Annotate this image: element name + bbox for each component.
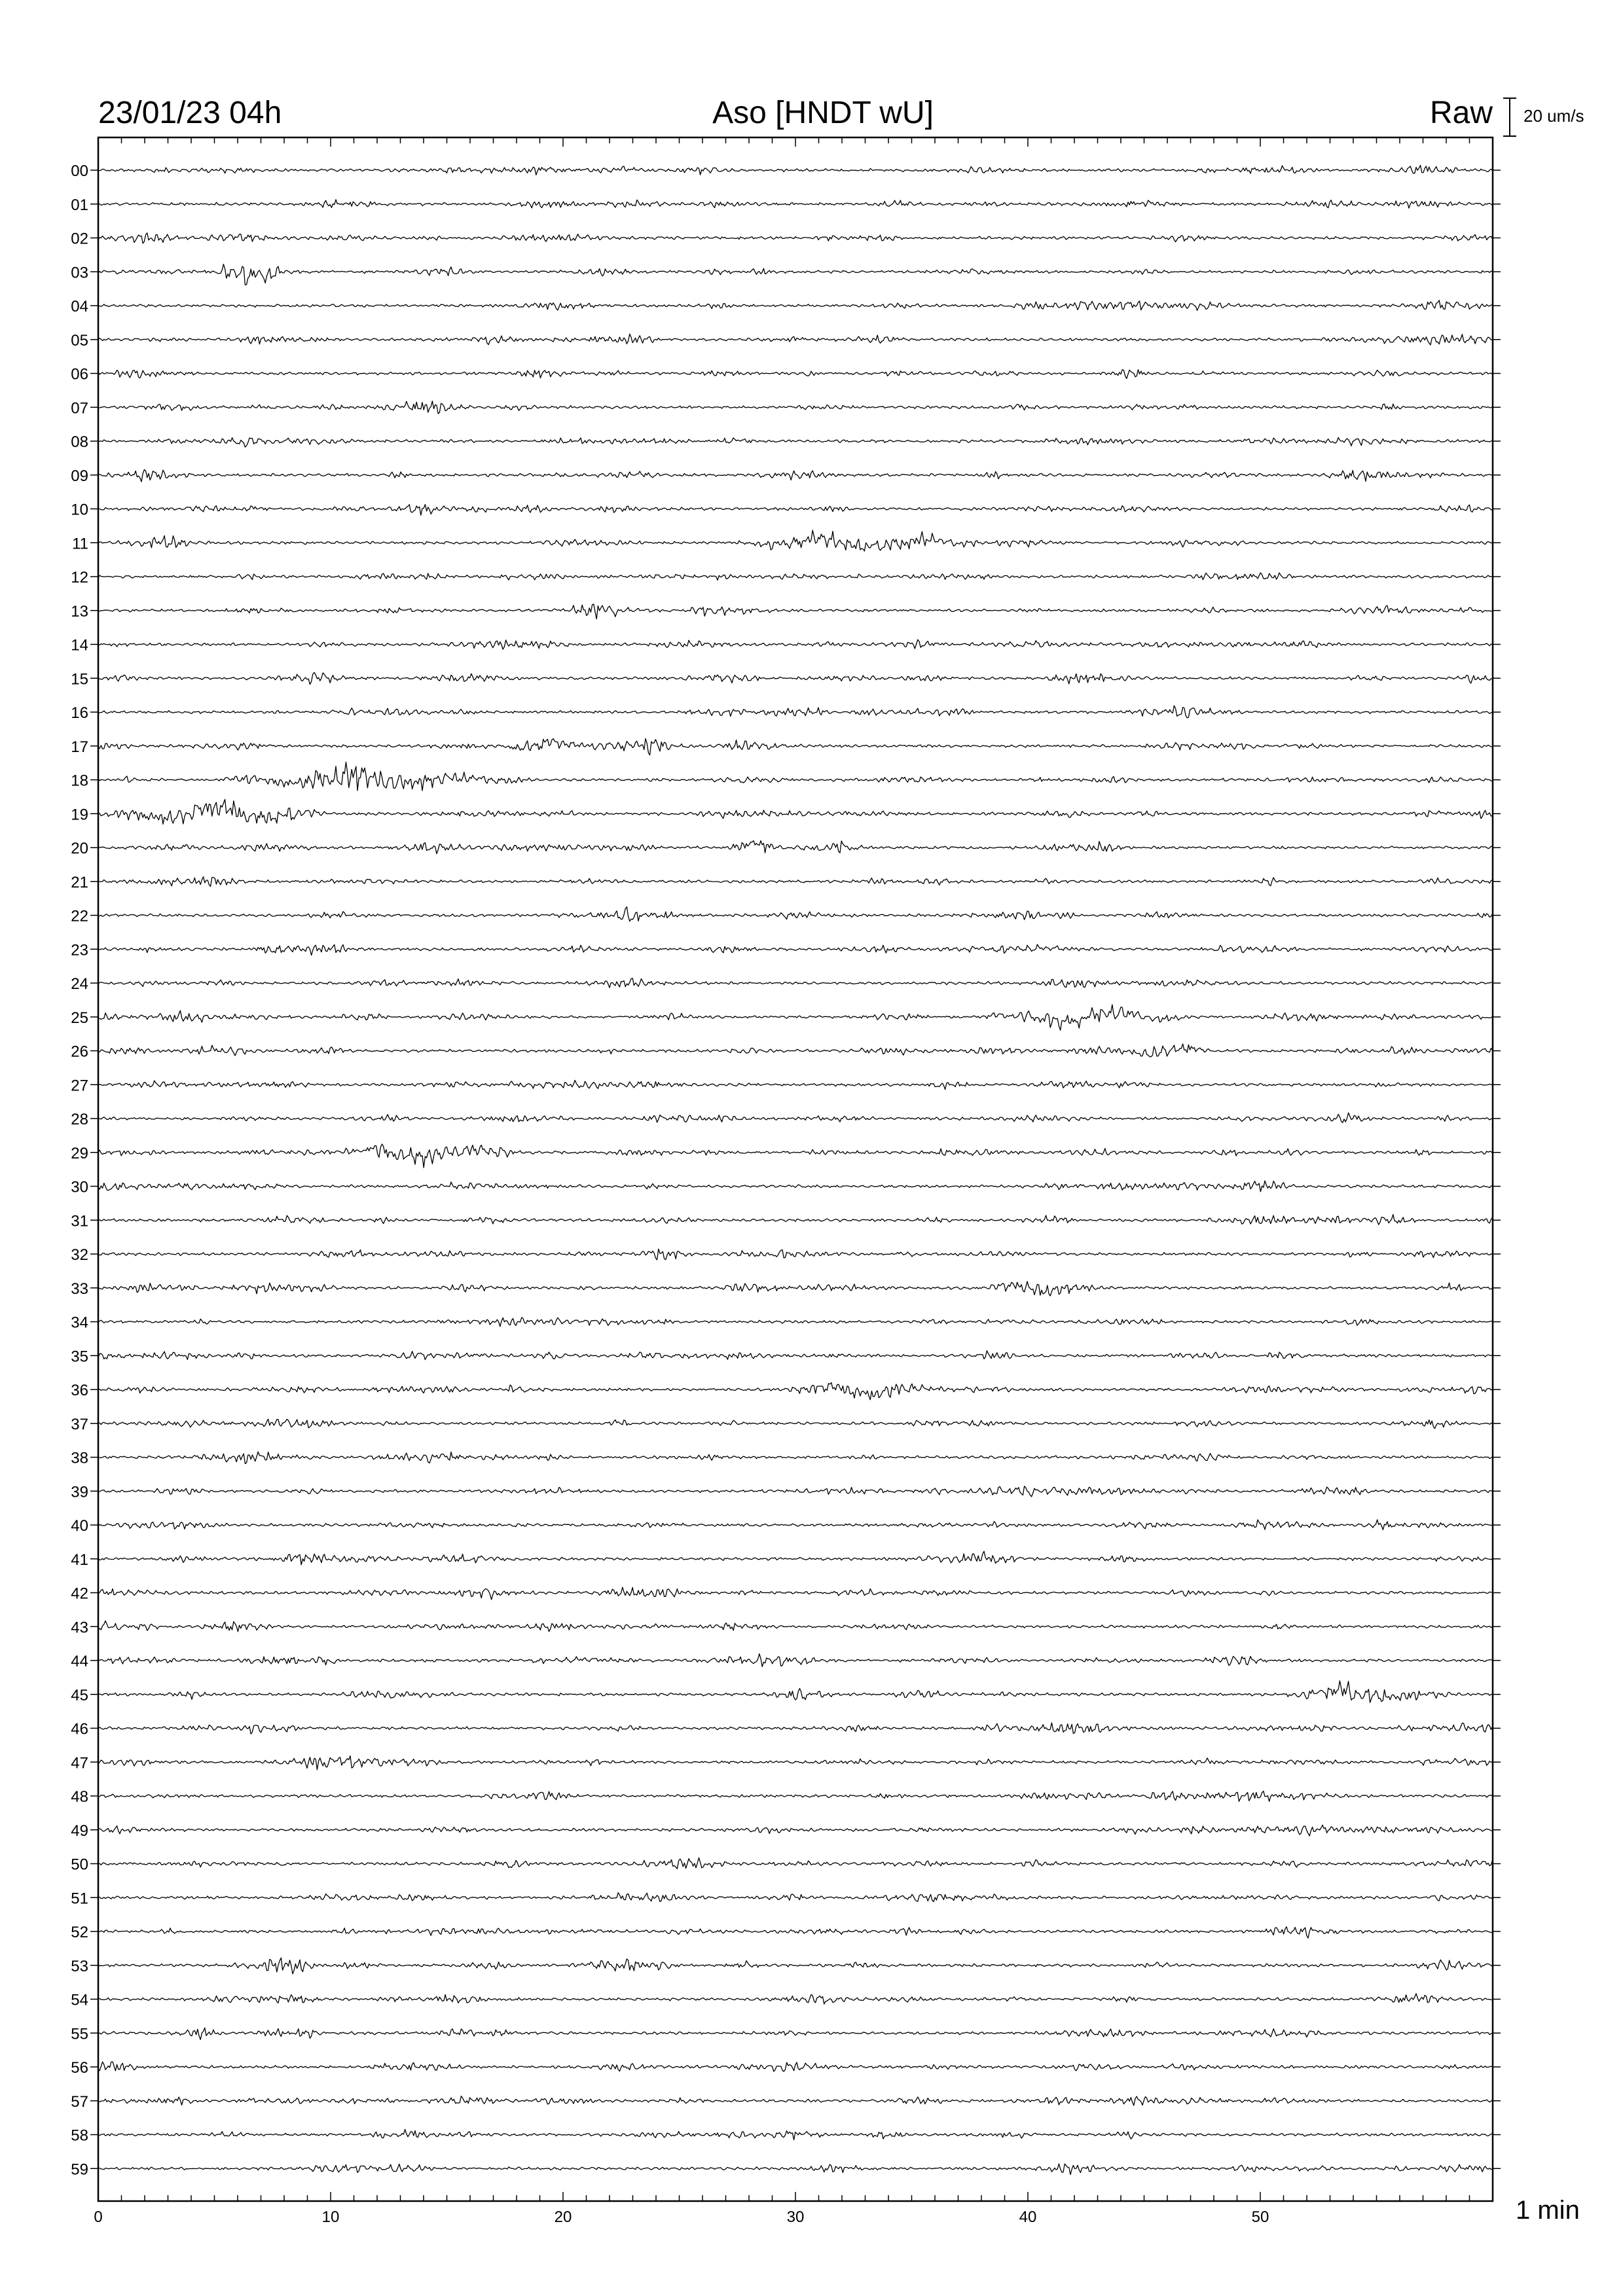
- row-label: 45: [71, 1686, 88, 1704]
- trace-row-39: [98, 1486, 1493, 1497]
- trace-row-41: [98, 1551, 1493, 1565]
- header-station: Aso [HNDT wU]: [712, 96, 934, 130]
- row-label: 18: [71, 772, 88, 790]
- row-label: 44: [71, 1653, 88, 1670]
- trace-row-20: [98, 840, 1493, 853]
- row-label: 36: [71, 1382, 88, 1399]
- trace-row-50: [98, 1857, 1493, 1869]
- row-label: 55: [71, 2025, 88, 2043]
- trace-row-57: [98, 2096, 1493, 2106]
- row-label: 08: [71, 433, 88, 451]
- trace-row-07: [98, 401, 1493, 414]
- x-minor-ticks: [98, 137, 1493, 2201]
- trace-row-03: [98, 264, 1493, 285]
- x-tick-label: 50: [1251, 2208, 1269, 2226]
- trace-row-01: [98, 200, 1493, 208]
- trace-row-40: [98, 1520, 1493, 1530]
- trace-row-34: [98, 1318, 1493, 1327]
- scale-label: 20 um/s: [1523, 106, 1584, 126]
- trace-row-45: [98, 1681, 1493, 1702]
- row-label: 46: [71, 1720, 88, 1738]
- row-label: 59: [71, 2161, 88, 2179]
- x-tick-labels: [94, 2208, 1269, 2226]
- row-label: 43: [71, 1619, 88, 1637]
- trace-row-48: [98, 1791, 1493, 1802]
- trace-row-19: [98, 799, 1493, 824]
- x-tick-label: 30: [786, 2208, 805, 2226]
- row-label: 40: [71, 1517, 88, 1535]
- row-label: 31: [71, 1212, 88, 1230]
- row-label: 20: [71, 840, 88, 857]
- trace-row-26: [98, 1044, 1493, 1057]
- trace-row-16: [98, 706, 1493, 718]
- row-label: 11: [72, 535, 88, 553]
- seismic-traces: [98, 166, 1493, 2175]
- row-label: 29: [71, 1144, 88, 1162]
- trace-row-59: [98, 2164, 1493, 2175]
- row-label: 15: [71, 670, 88, 689]
- row-label: 53: [71, 1957, 88, 1975]
- row-label: 35: [71, 1348, 88, 1366]
- trace-row-28: [98, 1113, 1493, 1122]
- row-label: 06: [71, 365, 88, 384]
- row-labels: [71, 162, 88, 2178]
- row-label: 14: [71, 636, 88, 655]
- trace-row-04: [98, 300, 1493, 311]
- trace-row-49: [98, 1825, 1493, 1836]
- row-label: 47: [71, 1754, 88, 1772]
- row-label: 17: [71, 738, 88, 756]
- trace-row-36: [98, 1383, 1493, 1400]
- row-label: 04: [71, 298, 88, 315]
- row-label: 07: [71, 399, 88, 418]
- trace-row-56: [98, 2062, 1493, 2072]
- trace-row-38: [98, 1452, 1493, 1463]
- row-label: 05: [71, 331, 88, 350]
- trace-row-44: [98, 1654, 1493, 1667]
- row-label: 38: [71, 1449, 88, 1467]
- trace-row-51: [98, 1893, 1493, 1902]
- trace-row-54: [98, 1994, 1493, 2004]
- trace-row-27: [98, 1081, 1493, 1090]
- row-label: 58: [71, 2126, 88, 2145]
- row-label: 30: [71, 1178, 88, 1196]
- row-label: 19: [71, 806, 88, 824]
- trace-row-15: [98, 672, 1493, 684]
- row-label: 48: [71, 1788, 88, 1806]
- trace-row-24: [98, 978, 1493, 988]
- trace-row-14: [98, 639, 1493, 649]
- row-label: 39: [71, 1483, 88, 1501]
- trace-row-00: [98, 166, 1493, 175]
- x-tick-label: 40: [1019, 2208, 1037, 2226]
- row-label: 00: [71, 162, 88, 180]
- trace-row-32: [98, 1249, 1493, 1260]
- row-label: 23: [71, 941, 88, 960]
- x-axis-label: 1 min: [1516, 2196, 1580, 2225]
- trace-row-23: [98, 944, 1493, 956]
- row-label: 24: [71, 975, 88, 993]
- x-tick-label: 10: [321, 2208, 340, 2226]
- row-label: 12: [71, 569, 88, 586]
- row-label: 42: [71, 1585, 88, 1603]
- trace-row-30: [98, 1181, 1493, 1192]
- row-label: 34: [71, 1314, 88, 1332]
- row-label: 26: [71, 1043, 88, 1061]
- trace-row-37: [98, 1419, 1493, 1428]
- trace-row-17: [98, 739, 1493, 755]
- row-label: 09: [71, 467, 88, 485]
- trace-row-10: [98, 505, 1493, 516]
- trace-row-21: [98, 877, 1493, 887]
- row-label: 52: [71, 1924, 88, 1941]
- trace-row-52: [98, 1927, 1493, 1938]
- trace-row-46: [98, 1723, 1493, 1734]
- row-label: 56: [71, 2059, 88, 2077]
- trace-row-33: [98, 1282, 1493, 1296]
- row-label: 49: [71, 1821, 88, 1840]
- scale-bar: [1503, 98, 1516, 136]
- row-label: 03: [71, 264, 88, 282]
- trace-row-29: [98, 1144, 1493, 1168]
- plot-frame: [98, 137, 1493, 2201]
- row-label: 22: [71, 907, 88, 925]
- trace-row-22: [98, 907, 1493, 922]
- row-label: 54: [71, 1991, 88, 2009]
- trace-row-25: [98, 1005, 1493, 1030]
- trace-row-42: [98, 1587, 1493, 1600]
- trace-row-13: [98, 604, 1493, 619]
- row-label: 57: [71, 2092, 88, 2111]
- x-tick-label: 20: [554, 2208, 572, 2226]
- row-label: 27: [71, 1077, 88, 1095]
- row-label: 51: [71, 1890, 88, 1908]
- trace-row-58: [98, 2129, 1493, 2140]
- trace-row-35: [98, 1351, 1493, 1360]
- row-label: 13: [71, 602, 88, 620]
- trace-row-09: [98, 470, 1493, 482]
- row-label: 10: [71, 501, 88, 519]
- header-datetime: 23/01/23 04h: [98, 96, 282, 130]
- trace-row-06: [98, 370, 1493, 379]
- x-tick-label: 0: [94, 2208, 103, 2226]
- row-label: 25: [71, 1009, 88, 1027]
- row-label: 33: [71, 1280, 88, 1298]
- trace-row-08: [98, 437, 1493, 447]
- trace-row-53: [98, 1958, 1493, 1974]
- trace-row-02: [98, 233, 1493, 243]
- trace-row-31: [98, 1215, 1493, 1225]
- trace-row-05: [98, 334, 1493, 345]
- header-mode: Raw: [1429, 96, 1493, 130]
- trace-row-55: [98, 2028, 1493, 2039]
- row-label: 21: [71, 873, 88, 891]
- row-label: 02: [71, 230, 88, 248]
- row-label: 37: [71, 1415, 88, 1433]
- row-label: 28: [71, 1111, 88, 1128]
- row-label: 50: [71, 1856, 88, 1874]
- trace-row-12: [98, 573, 1493, 581]
- row-ticks: [90, 170, 1501, 2168]
- row-label: 32: [71, 1246, 88, 1264]
- row-label: 41: [71, 1551, 88, 1569]
- row-label: 16: [71, 704, 88, 722]
- row-label: 01: [71, 196, 88, 214]
- trace-row-11: [98, 530, 1493, 551]
- trace-row-47: [98, 1756, 1493, 1770]
- trace-row-43: [98, 1621, 1493, 1632]
- trace-row-18: [98, 762, 1493, 791]
